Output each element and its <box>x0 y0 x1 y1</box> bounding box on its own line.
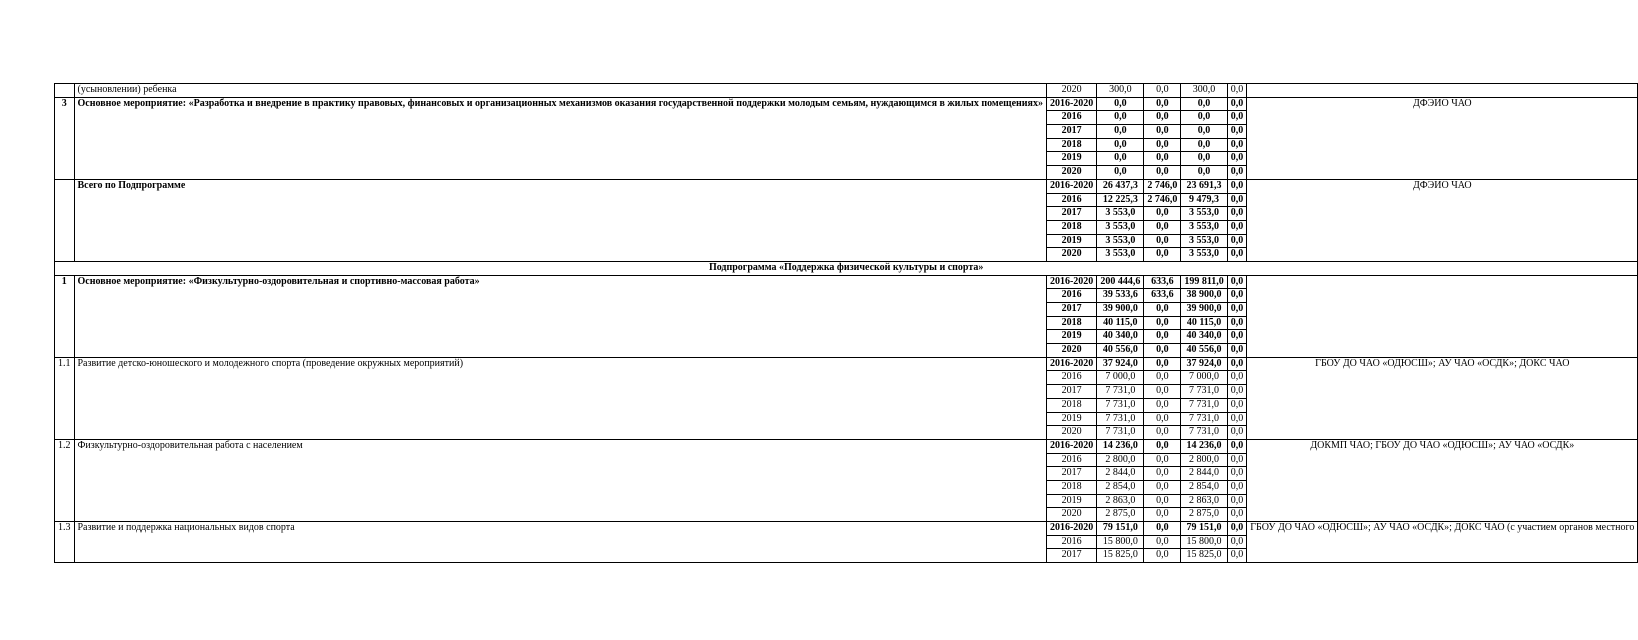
row-number-cell: 3 <box>55 97 75 179</box>
year-cell: 2018 <box>1046 220 1096 234</box>
regional-cell: 0,0 <box>1181 138 1227 152</box>
regional-cell: 2 863,0 <box>1181 494 1227 508</box>
total-cell: 0,0 <box>1097 97 1144 111</box>
other-cell: 0,0 <box>1227 357 1247 371</box>
year-cell: 2016-2020 <box>1046 179 1096 193</box>
federal-cell: 2 746,0 <box>1144 193 1181 207</box>
other-cell: 0,0 <box>1227 453 1247 467</box>
total-cell: 2 875,0 <box>1097 508 1144 522</box>
federal-cell: 0,0 <box>1144 220 1181 234</box>
regional-cell: 37 924,0 <box>1181 357 1227 371</box>
total-cell: 14 236,0 <box>1097 439 1144 453</box>
federal-cell: 0,0 <box>1144 138 1181 152</box>
subprogram-title: Подпрограмма «Поддержка физической культуры и спорта» <box>55 261 1638 275</box>
total-cell: 7 731,0 <box>1097 426 1144 440</box>
description-cell: Развитие и поддержка национальных видов спорта <box>74 522 1046 563</box>
other-cell: 0,0 <box>1227 398 1247 412</box>
federal-cell: 0,0 <box>1144 248 1181 262</box>
table-row <box>55 357 1638 371</box>
year-cell: 2016 <box>1046 193 1096 207</box>
federal-cell: 0,0 <box>1144 344 1181 358</box>
other-cell: 0,0 <box>1227 275 1247 289</box>
federal-cell: 0,0 <box>1144 84 1181 98</box>
description-cell: Основное мероприятие: «Физкультурно-оздоровительная и спортивно-массовая работа» <box>74 275 1046 357</box>
other-cell: 0,0 <box>1227 248 1247 262</box>
other-cell: 0,0 <box>1227 426 1247 440</box>
federal-cell: 0,0 <box>1144 234 1181 248</box>
year-cell: 2017 <box>1046 125 1096 139</box>
other-cell: 0,0 <box>1227 480 1247 494</box>
federal-cell: 0,0 <box>1144 412 1181 426</box>
other-cell: 0,0 <box>1227 371 1247 385</box>
federal-cell: 2 746,0 <box>1144 179 1181 193</box>
year-cell: 2020 <box>1046 166 1096 180</box>
regional-cell: 40 115,0 <box>1181 316 1227 330</box>
year-cell: 2016-2020 <box>1046 439 1096 453</box>
total-cell: 0,0 <box>1097 111 1144 125</box>
responsible-cell: ГБОУ ДО ЧАО «ОДЮСШ»; АУ ЧАО «ОСДК»; ДОКС ЧАО (с участием органов местного <box>1247 522 1638 563</box>
regional-cell: 40 556,0 <box>1181 344 1227 358</box>
federal-cell: 0,0 <box>1144 439 1181 453</box>
regional-cell: 0,0 <box>1181 166 1227 180</box>
total-cell: 39 900,0 <box>1097 303 1144 317</box>
year-cell: 2017 <box>1046 385 1096 399</box>
regional-cell: 38 900,0 <box>1181 289 1227 303</box>
other-cell: 0,0 <box>1227 385 1247 399</box>
federal-cell: 0,0 <box>1144 357 1181 371</box>
regional-cell: 3 553,0 <box>1181 248 1227 262</box>
row-number-cell: 1.1 <box>55 357 75 439</box>
year-cell: 2016-2020 <box>1046 357 1096 371</box>
regional-cell: 15 800,0 <box>1181 535 1227 549</box>
regional-cell: 0,0 <box>1181 125 1227 139</box>
regional-cell: 2 854,0 <box>1181 480 1227 494</box>
description-cell: Основное мероприятие: «Разработка и внедрение в практику правовых, финансовых и организационных механизмов оказания государственной поддержки молодым семьям, нуждающимся в жилых помещениях» <box>74 97 1046 179</box>
other-cell: 0,0 <box>1227 97 1247 111</box>
regional-cell: 14 236,0 <box>1181 439 1227 453</box>
total-cell: 2 800,0 <box>1097 453 1144 467</box>
federal-cell: 0,0 <box>1144 152 1181 166</box>
regional-cell: 23 691,3 <box>1181 179 1227 193</box>
regional-cell: 3 553,0 <box>1181 207 1227 221</box>
federal-cell: 0,0 <box>1144 426 1181 440</box>
federal-cell: 0,0 <box>1144 371 1181 385</box>
federal-cell: 0,0 <box>1144 166 1181 180</box>
regional-cell: 3 553,0 <box>1181 220 1227 234</box>
total-cell: 15 825,0 <box>1097 549 1144 563</box>
description-cell: Всего по Подпрограмме <box>74 179 1046 261</box>
year-cell: 2020 <box>1046 248 1096 262</box>
other-cell: 0,0 <box>1227 344 1247 358</box>
total-cell: 26 437,3 <box>1097 179 1144 193</box>
total-cell: 3 553,0 <box>1097 234 1144 248</box>
other-cell: 0,0 <box>1227 439 1247 453</box>
federal-cell: 0,0 <box>1144 97 1181 111</box>
year-cell: 2019 <box>1046 152 1096 166</box>
year-cell: 2020 <box>1046 84 1096 98</box>
regional-cell: 300,0 <box>1181 84 1227 98</box>
federal-cell: 0,0 <box>1144 303 1181 317</box>
total-cell: 3 553,0 <box>1097 220 1144 234</box>
year-cell: 2016-2020 <box>1046 275 1096 289</box>
year-cell: 2017 <box>1046 549 1096 563</box>
total-cell: 0,0 <box>1097 138 1144 152</box>
responsible-cell <box>1247 275 1638 357</box>
year-cell: 2017 <box>1046 467 1096 481</box>
year-cell: 2017 <box>1046 207 1096 221</box>
regional-cell: 7 731,0 <box>1181 385 1227 399</box>
federal-cell: 0,0 <box>1144 453 1181 467</box>
total-cell: 39 533,6 <box>1097 289 1144 303</box>
other-cell: 0,0 <box>1227 535 1247 549</box>
other-cell: 0,0 <box>1227 316 1247 330</box>
row-number-cell: 1.2 <box>55 439 75 521</box>
regional-cell: 39 900,0 <box>1181 303 1227 317</box>
federal-cell: 0,0 <box>1144 467 1181 481</box>
regional-cell: 199 811,0 <box>1181 275 1227 289</box>
regional-cell: 7 731,0 <box>1181 412 1227 426</box>
total-cell: 7 000,0 <box>1097 371 1144 385</box>
other-cell: 0,0 <box>1227 234 1247 248</box>
other-cell: 0,0 <box>1227 522 1247 536</box>
total-cell: 40 115,0 <box>1097 316 1144 330</box>
federal-cell: 0,0 <box>1144 398 1181 412</box>
other-cell: 0,0 <box>1227 220 1247 234</box>
regional-cell: 7 731,0 <box>1181 398 1227 412</box>
total-cell: 12 225,3 <box>1097 193 1144 207</box>
description-cell: Физкультурно-оздоровительная работа с населением <box>74 439 1046 521</box>
other-cell: 0,0 <box>1227 166 1247 180</box>
total-cell: 2 844,0 <box>1097 467 1144 481</box>
other-cell: 0,0 <box>1227 207 1247 221</box>
other-cell: 0,0 <box>1227 549 1247 563</box>
year-cell: 2020 <box>1046 426 1096 440</box>
row-number-cell <box>55 84 75 98</box>
other-cell: 0,0 <box>1227 84 1247 98</box>
federal-cell: 0,0 <box>1144 494 1181 508</box>
total-cell: 0,0 <box>1097 125 1144 139</box>
other-cell: 0,0 <box>1227 330 1247 344</box>
row-number-cell: 1.3 <box>55 522 75 563</box>
other-cell: 0,0 <box>1227 179 1247 193</box>
table-row <box>55 275 1638 289</box>
other-cell: 0,0 <box>1227 193 1247 207</box>
total-cell: 40 556,0 <box>1097 344 1144 358</box>
row-number-cell <box>55 179 75 261</box>
regional-cell: 7 731,0 <box>1181 426 1227 440</box>
total-cell: 15 800,0 <box>1097 535 1144 549</box>
federal-cell: 0,0 <box>1144 330 1181 344</box>
total-cell: 3 553,0 <box>1097 248 1144 262</box>
responsible-cell: ДФЭИО ЧАО <box>1247 97 1638 179</box>
other-cell: 0,0 <box>1227 111 1247 125</box>
regional-cell: 79 151,0 <box>1181 522 1227 536</box>
total-cell: 40 340,0 <box>1097 330 1144 344</box>
other-cell: 0,0 <box>1227 494 1247 508</box>
responsible-cell: ГБОУ ДО ЧАО «ОДЮСШ»; АУ ЧАО «ОСДК»; ДОКС ЧАО <box>1247 357 1638 439</box>
year-cell: 2018 <box>1046 480 1096 494</box>
year-cell: 2019 <box>1046 330 1096 344</box>
year-cell: 2016 <box>1046 111 1096 125</box>
table-row <box>55 97 1638 111</box>
other-cell: 0,0 <box>1227 152 1247 166</box>
regional-cell: 0,0 <box>1181 152 1227 166</box>
year-cell: 2019 <box>1046 494 1096 508</box>
regional-cell: 2 875,0 <box>1181 508 1227 522</box>
year-cell: 2018 <box>1046 316 1096 330</box>
year-cell: 2018 <box>1046 398 1096 412</box>
regional-cell: 40 340,0 <box>1181 330 1227 344</box>
responsible-cell: ДОКМП ЧАО; ГБОУ ДО ЧАО «ОДЮСШ»; АУ ЧАО «ОСДК» <box>1247 439 1638 521</box>
regional-cell: 0,0 <box>1181 111 1227 125</box>
total-cell: 0,0 <box>1097 166 1144 180</box>
regional-cell: 7 000,0 <box>1181 371 1227 385</box>
year-cell: 2020 <box>1046 344 1096 358</box>
year-cell: 2019 <box>1046 234 1096 248</box>
federal-cell: 0,0 <box>1144 549 1181 563</box>
total-cell: 2 863,0 <box>1097 494 1144 508</box>
total-cell: 3 553,0 <box>1097 207 1144 221</box>
other-cell: 0,0 <box>1227 138 1247 152</box>
total-cell: 300,0 <box>1097 84 1144 98</box>
budget-table <box>54 83 1638 563</box>
responsible-cell: ДФЭИО ЧАО <box>1247 179 1638 261</box>
regional-cell: 15 825,0 <box>1181 549 1227 563</box>
year-cell: 2016 <box>1046 535 1096 549</box>
total-cell: 7 731,0 <box>1097 385 1144 399</box>
other-cell: 0,0 <box>1227 289 1247 303</box>
federal-cell: 0,0 <box>1144 522 1181 536</box>
year-cell: 2016-2020 <box>1046 97 1096 111</box>
description-cell: Развитие детско-юношеского и молодежного спорта (проведение окружных мероприятий) <box>74 357 1046 439</box>
year-cell: 2016 <box>1046 289 1096 303</box>
row-number-cell: 1 <box>55 275 75 357</box>
federal-cell: 0,0 <box>1144 508 1181 522</box>
federal-cell: 0,0 <box>1144 111 1181 125</box>
total-cell: 200 444,6 <box>1097 275 1144 289</box>
federal-cell: 0,0 <box>1144 207 1181 221</box>
regional-cell: 3 553,0 <box>1181 234 1227 248</box>
federal-cell: 0,0 <box>1144 385 1181 399</box>
federal-cell: 633,6 <box>1144 275 1181 289</box>
federal-cell: 633,6 <box>1144 289 1181 303</box>
total-cell: 7 731,0 <box>1097 398 1144 412</box>
year-cell: 2016-2020 <box>1046 522 1096 536</box>
other-cell: 0,0 <box>1227 508 1247 522</box>
year-cell: 2018 <box>1046 138 1096 152</box>
year-cell: 2016 <box>1046 371 1096 385</box>
regional-cell: 0,0 <box>1181 97 1227 111</box>
other-cell: 0,0 <box>1227 467 1247 481</box>
regional-cell: 2 844,0 <box>1181 467 1227 481</box>
regional-cell: 9 479,3 <box>1181 193 1227 207</box>
year-cell: 2017 <box>1046 303 1096 317</box>
other-cell: 0,0 <box>1227 412 1247 426</box>
total-cell: 7 731,0 <box>1097 412 1144 426</box>
table-row <box>55 84 1638 98</box>
table-row <box>55 439 1638 453</box>
other-cell: 0,0 <box>1227 303 1247 317</box>
total-cell: 37 924,0 <box>1097 357 1144 371</box>
other-cell: 0,0 <box>1227 125 1247 139</box>
table-row <box>55 179 1638 193</box>
federal-cell: 0,0 <box>1144 125 1181 139</box>
total-cell: 0,0 <box>1097 152 1144 166</box>
table-row <box>55 522 1638 536</box>
total-cell: 2 854,0 <box>1097 480 1144 494</box>
regional-cell: 2 800,0 <box>1181 453 1227 467</box>
year-cell: 2019 <box>1046 412 1096 426</box>
responsible-cell <box>1247 84 1638 98</box>
year-cell: 2016 <box>1046 453 1096 467</box>
federal-cell: 0,0 <box>1144 316 1181 330</box>
year-cell: 2020 <box>1046 508 1096 522</box>
total-cell: 79 151,0 <box>1097 522 1144 536</box>
federal-cell: 0,0 <box>1144 480 1181 494</box>
federal-cell: 0,0 <box>1144 535 1181 549</box>
subprogram-header-row <box>55 261 1638 275</box>
description-cell: (усыновлении) ребенка <box>74 84 1046 98</box>
